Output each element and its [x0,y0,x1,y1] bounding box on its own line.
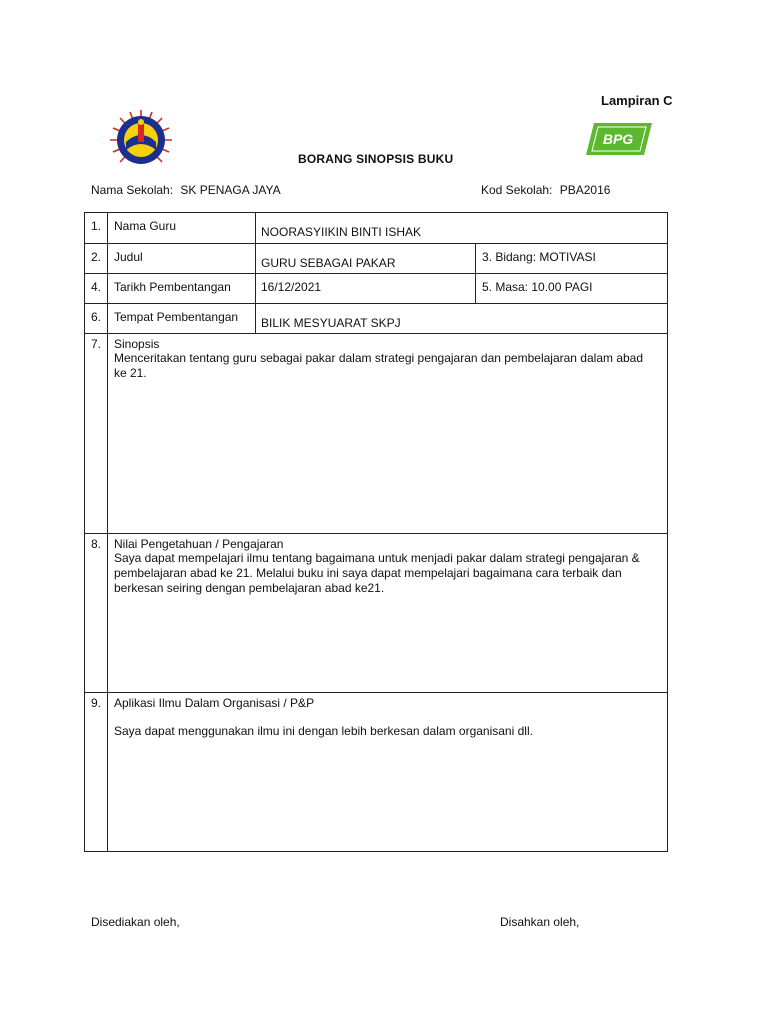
teacher-value: NOORASYIIKIN BINTI ISHAK [256,213,668,244]
teacher-label: Nama Guru [108,213,256,244]
row-number: 9. [85,693,108,852]
form-row-teacher [85,213,668,244]
application-heading: Aplikasi Ilmu Dalam Organisasi / P&P [114,696,315,710]
date-value: 16/12/2021 [256,274,476,304]
school-name-label: Nama Sekolah: [91,183,174,197]
row-number: 8. [85,534,108,693]
form-row-synopsis [85,334,668,534]
title-value: GURU SEBAGAI PAKAR [256,244,476,274]
school-name-value: SK PENAGA JAYA [180,183,281,197]
form-title: BORANG SINOPSIS BUKU [298,152,454,166]
row-number: 7. [85,334,108,534]
row-number: 1. [85,213,108,244]
school-code-line [481,183,610,197]
values-heading: Nilai Pengetahuan / Pengajaran [114,537,284,551]
synopsis-cell [108,334,668,534]
values-cell [108,534,668,693]
form-row-values [85,534,668,693]
form-row-title [85,244,668,274]
application-cell [108,693,668,852]
school-code-value: PBA2016 [559,183,611,197]
row-number: 2. [85,244,108,274]
place-label: Tempat Pembentangan [108,304,256,334]
row-number: 6. [85,304,108,334]
bpg-logo-text: BPG [602,131,634,147]
ministry-crest-logo [108,108,174,172]
synopsis-form-table [84,212,668,852]
approved-by-label: Disahkan oleh, [500,915,580,929]
prepared-by-label: Disediakan oleh, [91,915,180,929]
synopsis-heading: Sinopsis [114,337,160,351]
form-row-application [85,693,668,852]
school-name-line [91,183,281,197]
form-row-date [85,274,668,304]
date-label: Tarikh Pembentangan [108,274,256,304]
field-value: 3. Bidang: MOTIVASI [476,244,668,274]
application-body: Saya dapat menggunakan ilmu ini dengan lebih berkesan dalam organisani dll. [114,724,533,738]
synopsis-body: Menceritakan tentang guru sebagai pakar dalam strategi pengajaran dan pembelajaran dalam abad ke 21. [114,351,644,380]
form-row-place [85,304,668,334]
title-label: Judul [108,244,256,274]
school-code-label: Kod Sekolah: [481,183,553,197]
row-number: 4. [85,274,108,304]
bpg-logo [584,121,654,157]
time-value: 5. Masa: 10.00 PAGI [476,274,668,304]
attachment-label: Lampiran C [601,93,673,108]
values-body: Saya dapat mempelajari ilmu tentang bagaimana untuk menjadi pakar dalam strategi pengajaran & pembelajaran abad ke 21. Melalui buku ini saya dapat mempelajari bagaimana cara terbaik dan berkesan seiring dengan pembelajaran abad ke21. [114,551,640,595]
place-value: BILIK MESYUARAT SKPJ [256,304,668,334]
